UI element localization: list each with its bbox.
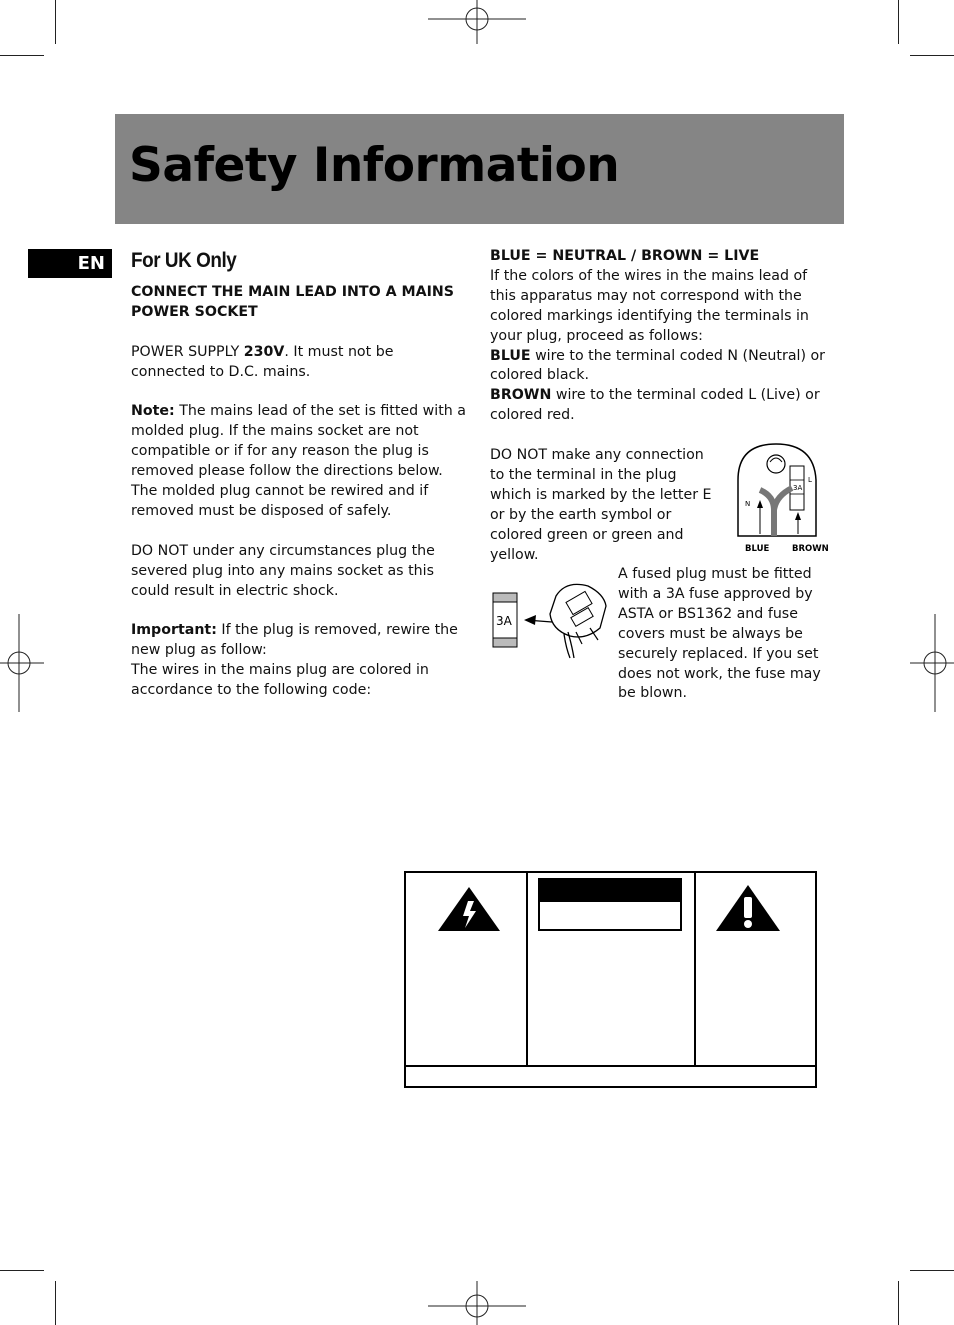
fuse-paragraph: A fused plug must be fitted with a 3A fuse approved by ASTA or BS1362 and fuse covers must be always be securely replaced. If you set does not work, the fuse may be blown.: [618, 566, 821, 702]
exclamation-warning-icon: [714, 883, 782, 933]
crop-mark: [0, 55, 44, 56]
caution-bar: [538, 878, 682, 931]
crop-mark: [910, 1270, 954, 1271]
colors-paragraph: If the colors of the wires in the mains lead of this apparatus may not correspond with the colored markings identifying the terminals in your plug, proceed as follows:: [490, 267, 809, 344]
section-title: For UK Only: [131, 249, 237, 272]
crop-mark: [910, 55, 954, 56]
donot-paragraph: DO NOT under any circumstances plug the severed plug into any mains socket as this could result in electric shock.: [131, 542, 435, 599]
fuse-rating-label: 3A: [496, 614, 512, 628]
plug-wiring-diagram: [730, 440, 834, 556]
live-terminal-label: L: [808, 476, 812, 484]
code-heading: BLUE = NEUTRAL / BROWN = LIVE: [490, 248, 760, 264]
right-column: [490, 247, 835, 426]
registration-mark-right: [910, 614, 954, 712]
blue-wire-label: BLUE: [745, 544, 770, 554]
registration-mark-bottom: [428, 1281, 526, 1325]
crop-mark: [55, 1281, 56, 1325]
connect-heading: CONNECT THE MAIN LEAD INTO A MAINS POWER SOCKET: [131, 284, 454, 320]
warning-panel-left: [406, 873, 528, 1065]
plug-fuse-label: 3A: [793, 484, 803, 492]
electric-shock-warning-icon: [436, 885, 502, 933]
crop-mark: [898, 0, 899, 44]
warning-footer: [406, 1065, 815, 1088]
note-paragraph: Note: The mains lead of the set is fitted with a molded plug. If the mains socket are not compatible or if for any reason the plug is removed please follow the directions below. The molded plug cannot be rewired and if removed must be disposed of safely.: [131, 403, 466, 519]
wires-paragraph: The wires in the mains plug are colored in accordance to the following code:: [131, 662, 429, 699]
warning-label-box: [404, 871, 817, 1088]
registration-mark-top: [428, 0, 526, 44]
important-paragraph: Important: If the plug is removed, rewire the new plug as follow:: [131, 622, 458, 659]
language-tab: EN: [28, 249, 112, 278]
crop-mark: [0, 1270, 44, 1271]
power-supply-text: POWER SUPPLY 230V. It must not be connected to D.C. mains.: [131, 343, 394, 380]
warning-panel-center: [528, 873, 696, 1065]
warning-panel-right: [696, 873, 815, 1065]
blue-wire-paragraph: BLUE wire to the terminal coded N (Neutral) or colored black.: [490, 347, 826, 384]
fuse-diagram: [490, 566, 612, 662]
crop-mark: [898, 1281, 899, 1325]
header-band: [115, 114, 844, 224]
registration-mark-left: [0, 614, 44, 712]
crop-mark: [55, 0, 56, 44]
page-title: Safety Information: [129, 138, 620, 193]
neutral-terminal-label: N: [745, 500, 751, 508]
left-column: [131, 247, 466, 701]
earth-warning-paragraph: DO NOT make any connection to the terminal in the plug which is marked by the letter E or by the earth symbol or colored green or green and yellow.: [490, 447, 712, 563]
brown-wire-label: BROWN: [792, 544, 829, 554]
brown-wire-paragraph: BROWN wire to the terminal coded L (Live) or colored red.: [490, 387, 820, 424]
